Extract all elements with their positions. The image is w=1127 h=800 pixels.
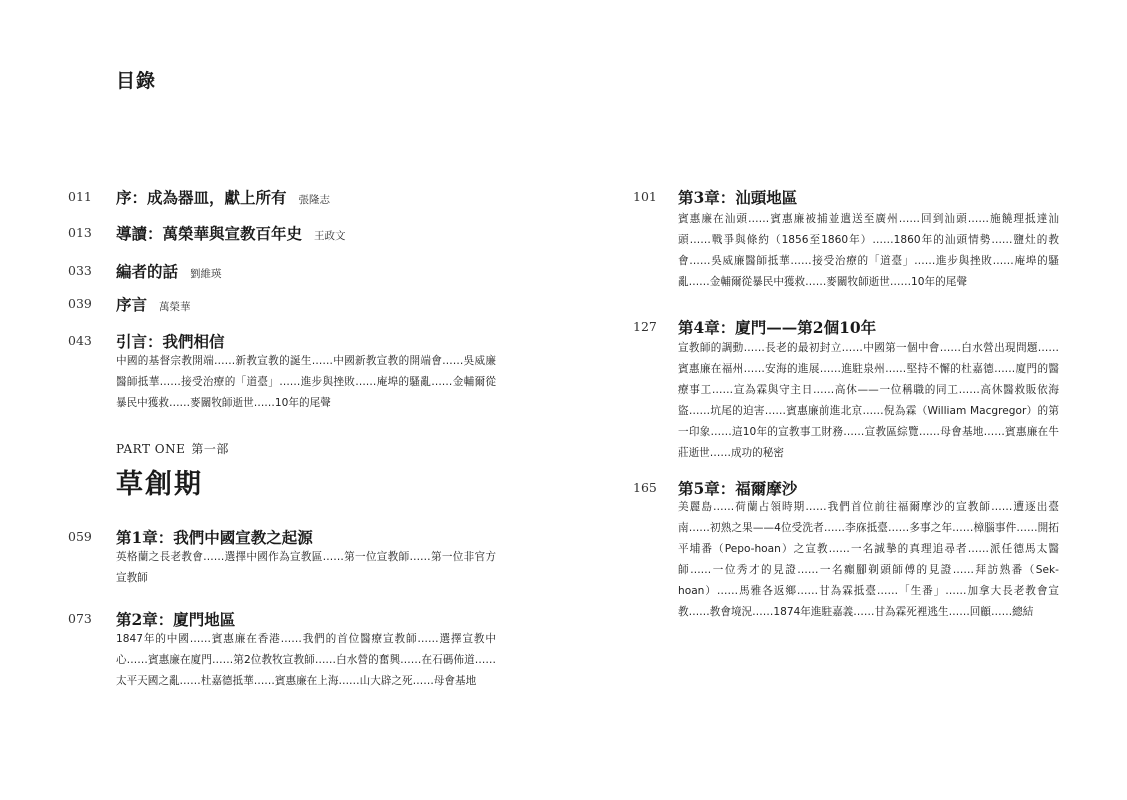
toc-entry-title[interactable]: 引言：我們相信: [116, 332, 225, 351]
page-number: 039: [68, 296, 92, 311]
toc-entry-summary: 賓惠廉在汕頭……賓惠廉被捕並遣送至廣州……回到汕頭……施饒理抵達汕頭……戰爭與條約（1856至1860年）……1860年的汕頭情勢……鹽灶的教會……吳威廉醫師抵華……接受治療的「道臺」……進步與挫敗……庵埠的騷亂……金輔爾從暴民中獲救……麥關牧師逝世……10年的尾聲: [678, 213, 1059, 288]
toc-entry-title[interactable]: 編者的話 劉維瑛: [116, 262, 222, 281]
toc-entry-title[interactable]: 第2章：廈門地區: [116, 610, 236, 629]
page-number: 101: [633, 189, 657, 204]
toc-entry-title[interactable]: 第1章：我們中國宣教之起源: [116, 528, 313, 547]
page-number: 011: [68, 189, 92, 204]
page-title: 目錄: [116, 70, 157, 92]
toc-entry-summary: 宣教師的調動……長老的最初封立……中國第一個中會……白水營出現問題……賓惠廉在福州……安海的進展……進駐泉州……堅持不懈的杜嘉德……廈門的醫療事工……宣為霖與守主日……高休——一位稱職的同工……高休醫救販依海盜……坑尾的迫害……賓惠廉前進北京……倪為霖（William Macgregor）的第一印象……這10年的宣教事工財務……宣教區綜覽……母會基地……賓惠廉在牛莊逝世……成功的秘密: [678, 342, 1059, 459]
toc-entry-author: 王政文: [314, 230, 346, 242]
toc-entry-title[interactable]: 序：成為器皿，獻上所有 張隆志: [116, 188, 331, 207]
toc-entry-title[interactable]: 第4章：廈門——第2個10年: [678, 318, 877, 337]
toc-entry-title[interactable]: 第5章：福爾摩沙: [678, 479, 798, 498]
toc-entry-summary: 1847年的中國……賓惠廉在香港……我們的首位醫療宣教師……選擇宣教中心……賓惠廉在廈門……第2位教牧宣教師……白水營的奮興……在石碼佈道……太平天國之亂……杜嘉德抵華……賓惠廉在上海……山大辟之死……母會基地: [116, 633, 496, 687]
part-label: PART ONE 第一部: [116, 442, 229, 456]
page-number: 033: [68, 263, 92, 278]
page-number: 165: [633, 480, 657, 495]
toc-entry-summary: 中國的基督宗教開端……新教宣教的誕生……中國新教宣教的開端會……吳威廉醫師抵華……接受治療的「道臺」……進步與挫敗……庵埠的騷亂……金輔爾從暴民中獲救……麥關牧師逝世……10年的尾聲: [116, 355, 496, 409]
part-title: 草創期: [116, 469, 203, 500]
page-number: 127: [633, 319, 657, 334]
toc-entry-author: 萬榮華: [159, 301, 191, 313]
toc-entry-summary: 美麗島……荷蘭占領時期……我們首位前往福爾摩沙的宣教師……遭逐出臺南……初熟之果——4位受洗者……李庥抵臺……多事之年……樟腦事件……開拓平埔番（Pepo-hoan）之宣教……一名誠摯的真理追尋者……派任德馬太醫師……一位秀才的見證……一名癲腳剃頭師傅的見證……拜訪熟番（Sek-hoan）……馬雅各返鄉……甘為霖抵臺……「生番」……加拿大長老教會宣教……教會境況……1874年進駐嘉義……甘為霖死裡逃生……回顧……總結: [678, 501, 1059, 618]
toc-entry-author: 張隆志: [298, 194, 331, 206]
page-number: 073: [68, 611, 92, 626]
toc-entry-title[interactable]: 序言 萬榮華: [116, 295, 191, 314]
page-number: 043: [68, 333, 92, 348]
page-number: 013: [68, 225, 92, 240]
page-number: 059: [68, 529, 92, 544]
toc-entry-summary: 英格蘭之長老教會……選擇中國作為宣教區……第一位宣教師……第一位非官方宣教師: [116, 551, 496, 584]
toc-entry-title[interactable]: 第3章：汕頭地區: [678, 188, 798, 207]
toc-entry-author: 劉維瑛: [190, 268, 222, 280]
toc-entry-title[interactable]: 導讀：萬榮華與宣教百年史 王政文: [116, 224, 346, 243]
